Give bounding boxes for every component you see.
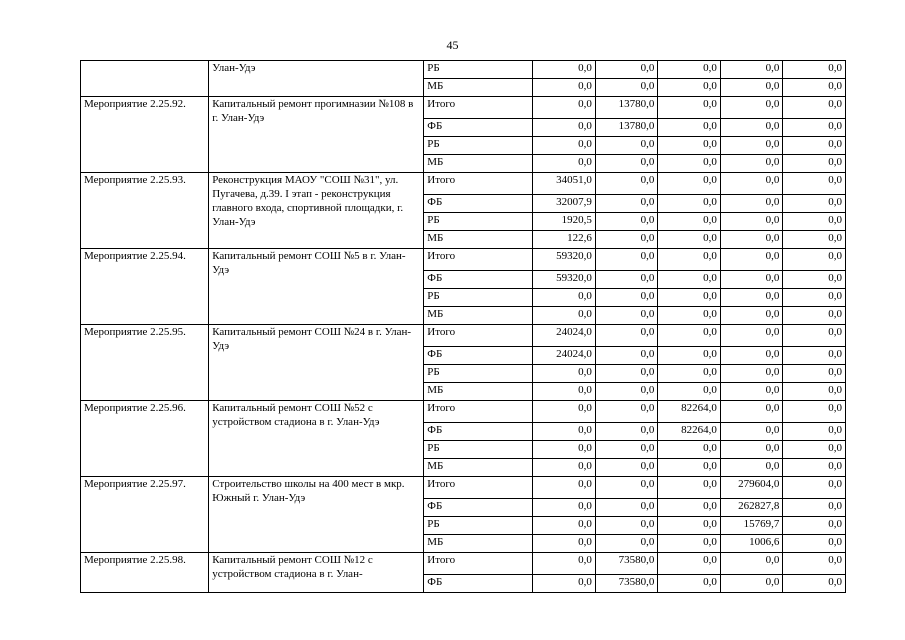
amount-cell: 0,0 xyxy=(658,383,721,401)
funding-source-cell: Итого xyxy=(424,401,533,423)
measure-id-cell: Мероприятие 2.25.94. xyxy=(81,249,209,325)
measure-id-cell: Мероприятие 2.25.95. xyxy=(81,325,209,401)
amount-cell: 0,0 xyxy=(720,119,783,137)
funding-source-cell: Итого xyxy=(424,173,533,195)
amount-cell: 0,0 xyxy=(595,271,658,289)
funding-source-cell: ФБ xyxy=(424,423,533,441)
funding-source-cell: ФБ xyxy=(424,499,533,517)
amount-cell: 24024,0 xyxy=(533,347,596,365)
amount-cell: 0,0 xyxy=(720,365,783,383)
amount-cell: 0,0 xyxy=(658,575,721,593)
funding-source-cell: РБ xyxy=(424,137,533,155)
funding-source-cell: Итого xyxy=(424,249,533,271)
amount-cell: 0,0 xyxy=(720,307,783,325)
measure-name-cell: Реконструкция МАОУ "СОШ №31", ул. Пугачева, д.39. I этап - реконструкция главного входа, спортивной площадки, г. Улан-Удэ xyxy=(209,173,424,249)
amount-cell: 0,0 xyxy=(783,289,846,307)
amount-cell: 0,0 xyxy=(720,289,783,307)
amount-cell: 0,0 xyxy=(595,325,658,347)
amount-cell: 0,0 xyxy=(783,383,846,401)
amount-cell: 73580,0 xyxy=(595,575,658,593)
amount-cell: 59320,0 xyxy=(533,249,596,271)
table-row xyxy=(81,61,846,79)
amount-cell: 0,0 xyxy=(658,249,721,271)
amount-cell: 13780,0 xyxy=(595,119,658,137)
amount-cell: 0,0 xyxy=(658,499,721,517)
amount-cell: 0,0 xyxy=(783,553,846,575)
amount-cell: 0,0 xyxy=(720,383,783,401)
amount-cell: 0,0 xyxy=(658,441,721,459)
funding-source-cell: МБ xyxy=(424,231,533,249)
amount-cell: 0,0 xyxy=(658,535,721,553)
amount-cell: 0,0 xyxy=(783,401,846,423)
measure-id-cell: Мероприятие 2.25.92. xyxy=(81,97,209,173)
amount-cell: 0,0 xyxy=(595,195,658,213)
funding-source-cell: ФБ xyxy=(424,195,533,213)
amount-cell: 0,0 xyxy=(533,289,596,307)
amount-cell: 0,0 xyxy=(720,401,783,423)
budget-table-body xyxy=(81,61,846,593)
funding-source-cell: Итого xyxy=(424,97,533,119)
amount-cell: 0,0 xyxy=(658,195,721,213)
amount-cell: 0,0 xyxy=(533,517,596,535)
amount-cell: 0,0 xyxy=(783,423,846,441)
funding-source-cell: МБ xyxy=(424,459,533,477)
amount-cell: 0,0 xyxy=(533,553,596,575)
amount-cell: 0,0 xyxy=(595,173,658,195)
funding-source-cell: РБ xyxy=(424,213,533,231)
table-row xyxy=(81,97,846,119)
amount-cell: 0,0 xyxy=(533,155,596,173)
amount-cell: 0,0 xyxy=(783,517,846,535)
amount-cell: 0,0 xyxy=(783,249,846,271)
measure-id-cell xyxy=(81,61,209,97)
amount-cell: 0,0 xyxy=(658,553,721,575)
amount-cell: 0,0 xyxy=(720,575,783,593)
amount-cell: 0,0 xyxy=(783,459,846,477)
amount-cell: 0,0 xyxy=(595,535,658,553)
measure-name-cell: Капитальный ремонт СОШ №52 с устройством стадиона в г. Улан-Удэ xyxy=(209,401,424,477)
table-row xyxy=(81,325,846,347)
table-row xyxy=(81,401,846,423)
amount-cell: 0,0 xyxy=(720,97,783,119)
amount-cell: 0,0 xyxy=(595,307,658,325)
amount-cell: 0,0 xyxy=(720,137,783,155)
amount-cell: 1006,6 xyxy=(720,535,783,553)
amount-cell: 0,0 xyxy=(595,347,658,365)
amount-cell: 0,0 xyxy=(783,97,846,119)
amount-cell: 0,0 xyxy=(658,79,721,97)
amount-cell: 0,0 xyxy=(595,499,658,517)
amount-cell: 0,0 xyxy=(783,307,846,325)
funding-source-cell: Итого xyxy=(424,477,533,499)
amount-cell: 262827,8 xyxy=(720,499,783,517)
amount-cell: 0,0 xyxy=(533,61,596,79)
measure-id-cell: Мероприятие 2.25.98. xyxy=(81,553,209,593)
amount-cell: 0,0 xyxy=(595,155,658,173)
amount-cell: 15769,7 xyxy=(720,517,783,535)
amount-cell: 0,0 xyxy=(783,365,846,383)
amount-cell: 279604,0 xyxy=(720,477,783,499)
amount-cell: 0,0 xyxy=(658,289,721,307)
funding-source-cell: МБ xyxy=(424,307,533,325)
amount-cell: 0,0 xyxy=(783,441,846,459)
measure-name-cell: Капитальный ремонт СОШ №24 в г. Улан-Удэ xyxy=(209,325,424,401)
amount-cell: 0,0 xyxy=(595,517,658,535)
amount-cell: 0,0 xyxy=(783,271,846,289)
amount-cell: 0,0 xyxy=(595,61,658,79)
amount-cell: 0,0 xyxy=(720,231,783,249)
amount-cell: 0,0 xyxy=(533,441,596,459)
measure-id-cell: Мероприятие 2.25.96. xyxy=(81,401,209,477)
amount-cell: 0,0 xyxy=(783,231,846,249)
amount-cell: 0,0 xyxy=(658,347,721,365)
page-number: 45 xyxy=(446,38,459,52)
amount-cell: 0,0 xyxy=(720,423,783,441)
funding-source-cell: Итого xyxy=(424,553,533,575)
amount-cell: 32007,9 xyxy=(533,195,596,213)
amount-cell: 0,0 xyxy=(533,535,596,553)
amount-cell: 0,0 xyxy=(533,459,596,477)
funding-source-cell: РБ xyxy=(424,289,533,307)
funding-source-cell: ФБ xyxy=(424,347,533,365)
funding-source-cell: МБ xyxy=(424,79,533,97)
table-row xyxy=(81,477,846,499)
amount-cell: 0,0 xyxy=(783,347,846,365)
amount-cell: 0,0 xyxy=(658,365,721,383)
amount-cell: 0,0 xyxy=(533,79,596,97)
amount-cell: 0,0 xyxy=(658,155,721,173)
amount-cell: 0,0 xyxy=(720,173,783,195)
amount-cell: 0,0 xyxy=(783,79,846,97)
amount-cell: 0,0 xyxy=(658,231,721,249)
amount-cell: 0,0 xyxy=(720,213,783,231)
amount-cell: 0,0 xyxy=(595,383,658,401)
table-row xyxy=(81,553,846,575)
amount-cell: 0,0 xyxy=(783,137,846,155)
funding-source-cell: МБ xyxy=(424,155,533,173)
amount-cell: 0,0 xyxy=(720,271,783,289)
amount-cell: 34051,0 xyxy=(533,173,596,195)
amount-cell: 0,0 xyxy=(783,535,846,553)
amount-cell: 0,0 xyxy=(783,61,846,79)
amount-cell: 0,0 xyxy=(658,213,721,231)
amount-cell: 0,0 xyxy=(658,271,721,289)
amount-cell: 0,0 xyxy=(783,155,846,173)
amount-cell: 13780,0 xyxy=(595,97,658,119)
funding-source-cell: РБ xyxy=(424,517,533,535)
amount-cell: 0,0 xyxy=(720,325,783,347)
funding-source-cell: ФБ xyxy=(424,575,533,593)
amount-cell: 0,0 xyxy=(533,365,596,383)
measure-name-cell: Капитальный ремонт СОШ №5 в г. Улан-Удэ xyxy=(209,249,424,325)
amount-cell: 0,0 xyxy=(783,195,846,213)
funding-source-cell: МБ xyxy=(424,535,533,553)
amount-cell: 0,0 xyxy=(533,383,596,401)
amount-cell: 82264,0 xyxy=(658,423,721,441)
amount-cell: 0,0 xyxy=(783,575,846,593)
amount-cell: 0,0 xyxy=(783,119,846,137)
amount-cell: 0,0 xyxy=(658,61,721,79)
amount-cell: 0,0 xyxy=(783,173,846,195)
amount-cell: 0,0 xyxy=(658,325,721,347)
funding-source-cell: МБ xyxy=(424,383,533,401)
amount-cell: 0,0 xyxy=(533,97,596,119)
amount-cell: 0,0 xyxy=(595,249,658,271)
budget-table xyxy=(80,60,846,593)
amount-cell: 0,0 xyxy=(658,517,721,535)
amount-cell: 0,0 xyxy=(595,289,658,307)
funding-source-cell: РБ xyxy=(424,365,533,383)
amount-cell: 0,0 xyxy=(595,365,658,383)
amount-cell: 0,0 xyxy=(720,195,783,213)
amount-cell: 0,0 xyxy=(783,499,846,517)
amount-cell: 0,0 xyxy=(595,79,658,97)
amount-cell: 0,0 xyxy=(533,119,596,137)
amount-cell: 0,0 xyxy=(595,477,658,499)
amount-cell: 0,0 xyxy=(720,249,783,271)
amount-cell: 0,0 xyxy=(783,213,846,231)
amount-cell: 0,0 xyxy=(658,307,721,325)
amount-cell: 0,0 xyxy=(720,347,783,365)
funding-source-cell: РБ xyxy=(424,61,533,79)
amount-cell: 0,0 xyxy=(658,173,721,195)
amount-cell: 0,0 xyxy=(595,137,658,155)
measure-name-cell: Улан-Удэ xyxy=(209,61,424,97)
amount-cell: 0,0 xyxy=(595,401,658,423)
measure-name-cell: Строительство школы на 400 мест в мкр. Южный г. Улан-Удэ xyxy=(209,477,424,553)
amount-cell: 0,0 xyxy=(658,137,721,155)
amount-cell: 0,0 xyxy=(533,307,596,325)
amount-cell: 24024,0 xyxy=(533,325,596,347)
amount-cell: 0,0 xyxy=(720,155,783,173)
amount-cell: 0,0 xyxy=(595,441,658,459)
amount-cell: 0,0 xyxy=(595,213,658,231)
amount-cell: 0,0 xyxy=(720,441,783,459)
amount-cell: 0,0 xyxy=(533,575,596,593)
amount-cell: 0,0 xyxy=(533,477,596,499)
amount-cell: 0,0 xyxy=(533,401,596,423)
amount-cell: 59320,0 xyxy=(533,271,596,289)
amount-cell: 0,0 xyxy=(658,119,721,137)
amount-cell: 0,0 xyxy=(658,477,721,499)
amount-cell: 0,0 xyxy=(595,231,658,249)
measure-name-cell: Капитальный ремонт СОШ №12 с устройством стадиона в г. Улан- xyxy=(209,553,424,593)
amount-cell: 122,6 xyxy=(533,231,596,249)
measure-id-cell: Мероприятие 2.25.97. xyxy=(81,477,209,553)
amount-cell: 0,0 xyxy=(783,325,846,347)
funding-source-cell: Итого xyxy=(424,325,533,347)
amount-cell: 0,0 xyxy=(783,477,846,499)
amount-cell: 0,0 xyxy=(533,423,596,441)
funding-source-cell: ФБ xyxy=(424,119,533,137)
funding-source-cell: РБ xyxy=(424,441,533,459)
amount-cell: 0,0 xyxy=(595,423,658,441)
amount-cell: 0,0 xyxy=(720,79,783,97)
table-row xyxy=(81,173,846,195)
funding-source-cell: ФБ xyxy=(424,271,533,289)
amount-cell: 73580,0 xyxy=(595,553,658,575)
measure-name-cell: Капитальный ремонт прогимназии №108 в г. Улан-Удэ xyxy=(209,97,424,173)
amount-cell: 1920,5 xyxy=(533,213,596,231)
amount-cell: 0,0 xyxy=(720,61,783,79)
amount-cell: 82264,0 xyxy=(658,401,721,423)
amount-cell: 0,0 xyxy=(533,499,596,517)
measure-id-cell: Мероприятие 2.25.93. xyxy=(81,173,209,249)
amount-cell: 0,0 xyxy=(595,459,658,477)
table-row xyxy=(81,249,846,271)
amount-cell: 0,0 xyxy=(658,459,721,477)
amount-cell: 0,0 xyxy=(720,553,783,575)
amount-cell: 0,0 xyxy=(658,97,721,119)
amount-cell: 0,0 xyxy=(533,137,596,155)
amount-cell: 0,0 xyxy=(720,459,783,477)
